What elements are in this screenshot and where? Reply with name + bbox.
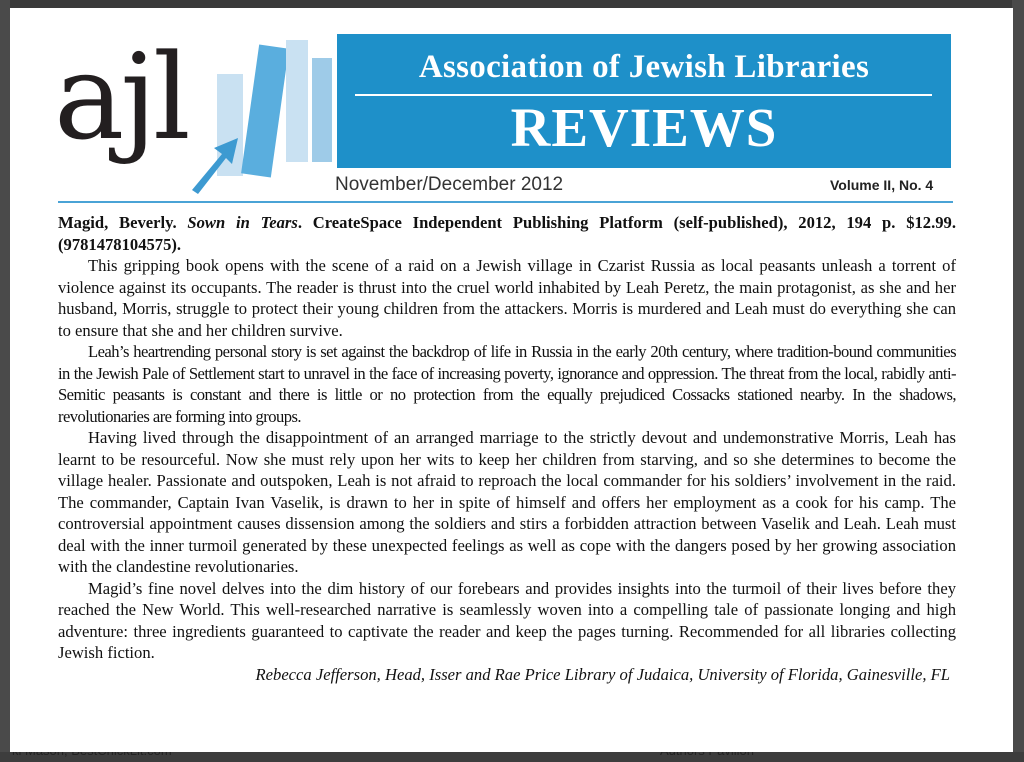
publication-title: Association of Jewish Libraries (418, 49, 870, 85)
background-page-bottom (0, 752, 1024, 762)
book-title: Sown in Tears (187, 213, 298, 232)
issue-date: November/December 2012 (335, 174, 564, 195)
lightbox-image[interactable] (10, 8, 1013, 752)
publication-subtitle: REVIEWS (510, 97, 778, 158)
book-publication-details: . CreateSpace Independent Publishing Platform (self-published), 2012, 194 p. $12.99. (9781478104575). (58, 213, 956, 254)
review-citation (58, 212, 956, 255)
logo-text: ajl (54, 28, 187, 166)
issue-volume: Volume II, No. 4 (830, 177, 934, 193)
review-paragraph-4: Magid’s fine novel delves into the dim history of our forebears and provides insights into the turmoil of their lives before they reached the New World. This well-researched narrative is seamlessly woven into a compelling tale of passionate longing and high adventure: three ingredients guaranteed to captivate the reader and keep the pages turning. Recommended for all libraries collecting Jewish fiction. (58, 578, 956, 662)
review-article (58, 212, 956, 685)
background-page-right (1012, 0, 1024, 762)
header-banner (337, 34, 951, 168)
book-author: Magid, Beverly. (58, 213, 177, 232)
ajl-logo (54, 30, 344, 200)
header-rule (58, 201, 953, 203)
review-paragraph-1: This gripping book opens with the scene of a raid on a Jewish village in Czarist Russia as local peasants unleash a torrent of violence against its occupants. The reader is thrust into the cruel world inhabited by Leah Peretz, the main protagonist, as she and her husband, Morris, struggle to protect their young children from the attackers. Morris is murdered and Leah must do everything she can to ensure that she and her children survive. (58, 256, 956, 340)
review-paragraph-2: Leah’s heartrending personal story is set against the backdrop of life in Russia in the early 20th century, where tradition-bound communities in the Jewish Pale of Settlement start to unravel in the face of increasing poverty, ignorance and oppression. The threat from the local, rabidly anti-Semitic peasants is constant and there is little or no protection from the equally prejudiced Cossacks stationed nearby. In the shadows, revolutionaries are forming into groups. (58, 342, 956, 426)
reviewer-credit: Rebecca Jefferson, Head, Isser and Rae Price Library of Judaica, University of Florida, Gainesville, FL (255, 664, 950, 684)
background-page-left (0, 0, 10, 762)
review-paragraph-3: Having lived through the disappointment of an arranged marriage to the strictly devout and undemonstrative Morris, Leah has learnt to be resourceful. Now she must rely upon her wits to keep her children from starving, and so she determines to become the village healer. Passionate and outspoken, Leah is not afraid to reproach the local commander for his soldiers’ involvement in the raid. The commander, Captain Ivan Vaselik, is drawn to her in spite of himself and offers her employment as a cook for his camp. The controversial appointment causes dissension among the soldiers and stirs a forbidden attraction between Vaselik and Leah. Leah must deal with the inner turmoil generated by these unexpected feelings as well as cope with the dangers posed by her growing association with the clandestine revolutionaries. (58, 428, 956, 576)
